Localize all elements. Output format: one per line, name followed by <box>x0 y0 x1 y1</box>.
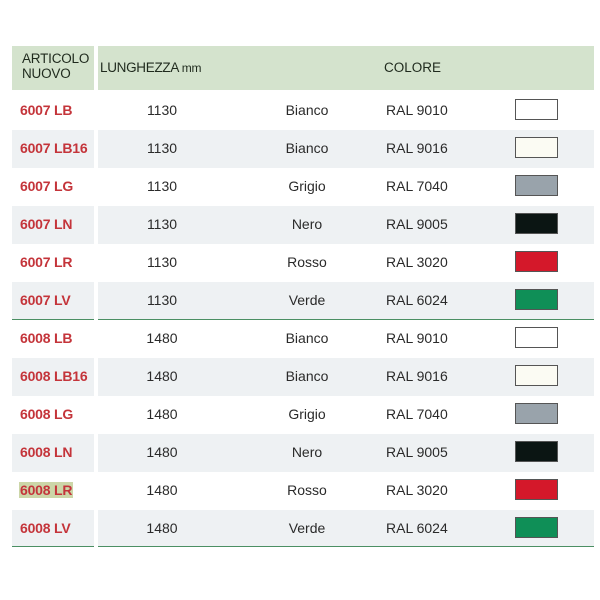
color-swatch <box>515 441 558 462</box>
ral-code: RAL 7040 <box>386 178 448 194</box>
color-swatch <box>515 175 558 196</box>
table-row <box>12 472 594 510</box>
column-divider <box>94 22 98 46</box>
article-code: 6008 LN <box>20 443 73 460</box>
length-value: 1130 <box>146 178 178 194</box>
column-divider <box>94 320 98 358</box>
table-row <box>12 244 594 282</box>
table-row <box>12 282 594 320</box>
column-divider <box>94 168 98 206</box>
column-divider <box>94 472 98 510</box>
length-value: 1130 <box>146 254 178 270</box>
column-divider <box>94 282 98 320</box>
length-value: 1480 <box>146 443 178 460</box>
header-lunghezza-unit: mm <box>181 61 202 75</box>
color-name: Verde <box>288 292 326 308</box>
table-top-strip <box>12 22 594 46</box>
color-name: Rosso <box>287 481 327 498</box>
column-divider <box>94 510 98 548</box>
color-swatch <box>515 365 558 386</box>
color-swatch <box>515 517 558 538</box>
table-row <box>12 510 594 548</box>
header-lunghezza-label: LUNGHEZZA <box>100 60 179 75</box>
ral-code: RAL 6024 <box>386 292 448 308</box>
length-value: 1130 <box>146 140 178 156</box>
color-name: Nero <box>291 216 323 232</box>
table-row <box>12 168 594 206</box>
length-value: 1130 <box>146 216 178 232</box>
article-code: 6007 LR <box>20 254 73 270</box>
article-code: 6007 LB <box>20 102 73 118</box>
table-body <box>12 92 594 547</box>
ral-code: RAL 9010 <box>386 102 448 118</box>
ral-code: RAL 9016 <box>386 140 448 156</box>
color-swatch <box>515 479 558 500</box>
header-articolo-line2: NUOVO <box>22 66 71 81</box>
ral-code: RAL 9010 <box>386 329 448 346</box>
length-value: 1480 <box>146 519 178 536</box>
article-code: 6008 LB <box>20 329 73 346</box>
length-value: 1130 <box>146 292 178 308</box>
ral-code: RAL 3020 <box>386 254 448 270</box>
ral-code: RAL 9005 <box>386 443 448 460</box>
table-row <box>12 206 594 244</box>
color-swatch <box>515 137 558 158</box>
article-code: 6007 LN <box>20 216 73 232</box>
color-name: Bianco <box>285 102 329 118</box>
color-name: Nero <box>291 443 323 460</box>
color-name: Grigio <box>288 178 326 194</box>
ral-code: RAL 3020 <box>386 481 448 498</box>
table-row <box>12 434 594 472</box>
color-table <box>12 22 594 547</box>
article-code: 6007 LV <box>20 292 71 308</box>
length-value: 1480 <box>146 405 178 422</box>
article-code: 6008 LV <box>20 519 71 536</box>
table-header <box>12 46 594 92</box>
color-name: Bianco <box>285 329 329 346</box>
color-name: Grigio <box>288 405 326 422</box>
length-value: 1130 <box>146 102 178 118</box>
column-divider <box>94 434 98 472</box>
header-colore: COLORE <box>384 60 442 75</box>
length-value: 1480 <box>146 367 178 384</box>
color-name: Rosso <box>287 254 327 270</box>
color-name: Bianco <box>285 367 329 384</box>
column-divider <box>94 92 98 130</box>
column-divider <box>94 358 98 396</box>
length-value: 1480 <box>146 481 178 498</box>
color-name: Verde <box>288 519 326 536</box>
table-row <box>12 130 594 168</box>
color-swatch <box>515 327 558 348</box>
column-divider <box>94 130 98 168</box>
column-divider <box>94 396 98 434</box>
color-name: Bianco <box>285 140 329 156</box>
article-code: 6007 LB16 <box>20 140 88 156</box>
header-articolo-nuovo <box>22 51 89 81</box>
header-articolo-line1: ARTICOLO <box>22 51 90 66</box>
color-swatch <box>515 213 558 234</box>
table-row <box>12 320 594 358</box>
ral-code: RAL 7040 <box>386 405 448 422</box>
color-swatch <box>515 99 558 120</box>
length-value: 1480 <box>146 329 178 346</box>
table-row <box>12 92 594 130</box>
color-swatch <box>515 403 558 424</box>
color-swatch <box>515 251 558 272</box>
article-code: 6008 LB16 <box>20 367 88 384</box>
column-divider <box>94 244 98 282</box>
color-swatch <box>515 289 558 310</box>
ral-code: RAL 9005 <box>386 216 448 232</box>
column-divider <box>94 46 98 90</box>
article-code: 6007 LG <box>20 178 74 194</box>
header-lunghezza <box>100 60 201 75</box>
table-row <box>12 396 594 434</box>
column-divider <box>94 206 98 244</box>
ral-code: RAL 6024 <box>386 519 448 536</box>
article-code: 6008 LG <box>20 405 74 422</box>
ral-code: RAL 9016 <box>386 367 448 384</box>
article-code: 6008 LR <box>20 481 73 498</box>
table-row <box>12 358 594 396</box>
